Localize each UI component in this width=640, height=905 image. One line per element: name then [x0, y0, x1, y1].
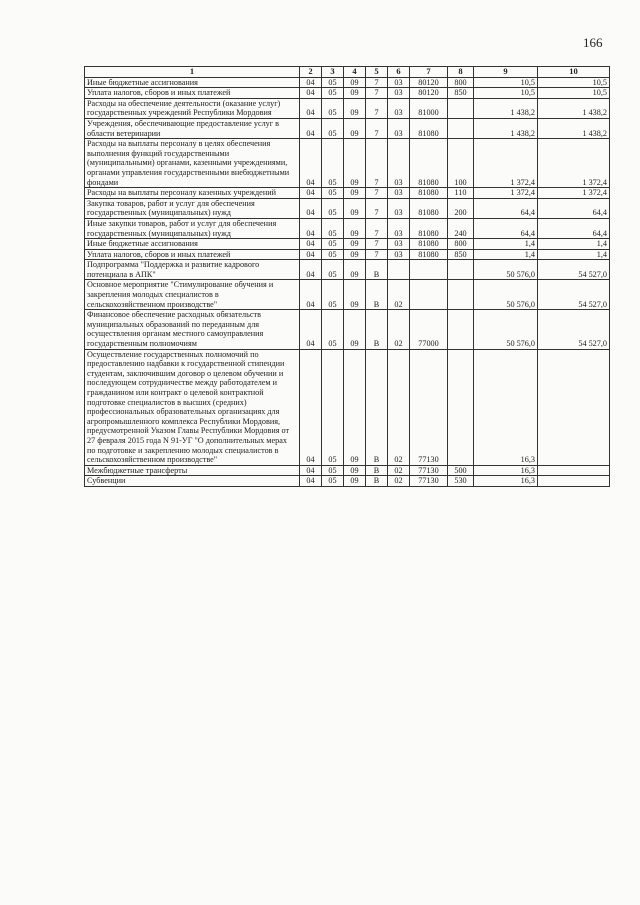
table-cell: 77000 — [410, 310, 448, 349]
table-cell: 02 — [388, 465, 410, 476]
table-cell: 800 — [448, 77, 474, 88]
table-cell: 03 — [388, 77, 410, 88]
table-cell: 05 — [322, 118, 344, 138]
row-name-cell: Закупка товаров, работ и услуг для обеспечения государственных (муниципальных) нужд — [85, 198, 300, 218]
table-cell — [410, 260, 448, 280]
table-cell: 10,5 — [538, 88, 610, 99]
table-cell: 500 — [448, 465, 474, 476]
table-row — [85, 77, 610, 88]
table-cell — [538, 465, 610, 476]
table-cell: 77130 — [410, 476, 448, 487]
column-header: 2 — [300, 67, 322, 78]
table-cell: 77130 — [410, 465, 448, 476]
table-cell: 04 — [300, 77, 322, 88]
table-cell: 80120 — [410, 88, 448, 99]
table-cell: 03 — [388, 88, 410, 99]
table-cell: 7 — [366, 98, 388, 118]
table-cell: 03 — [388, 218, 410, 238]
table-cell: 64,4 — [538, 198, 610, 218]
table-cell: В — [366, 349, 388, 465]
row-name-cell: Иные бюджетные ассигнования — [85, 239, 300, 250]
table-row — [85, 239, 610, 250]
table-cell: 02 — [388, 280, 410, 310]
table-cell: 7 — [366, 198, 388, 218]
table-row — [85, 98, 610, 118]
table-cell: 10,5 — [474, 88, 538, 99]
table-row — [85, 88, 610, 99]
table-row — [85, 218, 610, 238]
row-name-cell: Иные бюджетные ассигнования — [85, 77, 300, 88]
column-header: 3 — [322, 67, 344, 78]
row-name-cell: Уплата налогов, сборов и иных платежей — [85, 88, 300, 99]
table-cell: 04 — [300, 465, 322, 476]
table-row — [85, 476, 610, 487]
table-cell: 16,3 — [474, 465, 538, 476]
table-cell: 04 — [300, 260, 322, 280]
table-cell: 02 — [388, 349, 410, 465]
table-row — [85, 280, 610, 310]
table-cell: 1,4 — [538, 239, 610, 250]
table-cell: 09 — [344, 310, 366, 349]
table-cell: 1 438,2 — [538, 98, 610, 118]
table-cell: 50 576,0 — [474, 310, 538, 349]
row-name-cell: Финансовое обеспечение расходных обязательств муниципальных образований по переданным для осуществления органам местного самоуправления государственным полномочиям — [85, 310, 300, 349]
table-row — [85, 118, 610, 138]
table-cell: 7 — [366, 88, 388, 99]
page-number: 166 — [583, 35, 603, 50]
table-cell: 09 — [344, 118, 366, 138]
table-cell: 81000 — [410, 98, 448, 118]
table-cell: 04 — [300, 139, 322, 188]
table-cell: В — [366, 465, 388, 476]
table-cell: 05 — [322, 98, 344, 118]
table-cell: 1 372,4 — [538, 139, 610, 188]
table-cell: 1 372,4 — [474, 139, 538, 188]
table-cell: 09 — [344, 349, 366, 465]
table-cell — [448, 349, 474, 465]
table-cell — [410, 280, 448, 310]
row-name-cell: Межбюджетные трансферты — [85, 465, 300, 476]
table-cell: 1 438,2 — [474, 118, 538, 138]
table-cell: 64,4 — [474, 198, 538, 218]
table-cell: 09 — [344, 476, 366, 487]
table-cell: 04 — [300, 98, 322, 118]
table-cell: 03 — [388, 98, 410, 118]
table-cell — [448, 280, 474, 310]
table-cell: 81080 — [410, 218, 448, 238]
column-header: 10 — [538, 67, 610, 78]
table-cell: 02 — [388, 476, 410, 487]
table-cell: 1 372,4 — [474, 188, 538, 199]
table-cell: 7 — [366, 139, 388, 188]
table-cell: 04 — [300, 198, 322, 218]
table-cell: 09 — [344, 249, 366, 260]
table-cell: 110 — [448, 188, 474, 199]
table-cell: 64,4 — [538, 218, 610, 238]
table-cell: 81080 — [410, 118, 448, 138]
table-row — [85, 349, 610, 465]
table-cell: 03 — [388, 249, 410, 260]
table-row — [85, 310, 610, 349]
row-name-cell: Учреждения, обеспечивающие предоставление услуг в области ветеринарии — [85, 118, 300, 138]
table-cell: 05 — [322, 239, 344, 250]
table-cell: 05 — [322, 249, 344, 260]
table-cell: 04 — [300, 476, 322, 487]
table-cell: 1,4 — [538, 249, 610, 260]
table-cell: 81080 — [410, 139, 448, 188]
table-cell: 03 — [388, 139, 410, 188]
table-cell: 54 527,0 — [538, 260, 610, 280]
table-cell: 850 — [448, 88, 474, 99]
table-cell: 1 372,4 — [538, 188, 610, 199]
table-cell: 09 — [344, 260, 366, 280]
table-cell: 05 — [322, 465, 344, 476]
table-cell: 09 — [344, 239, 366, 250]
row-name-cell: Расходы на выплаты персоналу в целях обеспечения выполнения функций государственными (муниципальными) органами, казенными учреждениями, органами управления государственными внебюджетными фондами — [85, 139, 300, 188]
table-cell: 1 438,2 — [474, 98, 538, 118]
table-cell: 04 — [300, 239, 322, 250]
table-cell: 7 — [366, 77, 388, 88]
table-cell: 81080 — [410, 249, 448, 260]
table-cell: 1,4 — [474, 239, 538, 250]
table-body — [85, 77, 610, 486]
table-row — [85, 249, 610, 260]
table-cell: 09 — [344, 198, 366, 218]
table-cell — [448, 118, 474, 138]
table-cell: 03 — [388, 188, 410, 199]
table-cell: 240 — [448, 218, 474, 238]
table-cell: 09 — [344, 280, 366, 310]
table-cell: 7 — [366, 239, 388, 250]
header-row — [85, 67, 610, 78]
table-cell: 16,3 — [474, 476, 538, 487]
table-cell: 50 576,0 — [474, 260, 538, 280]
table-cell: 03 — [388, 239, 410, 250]
table-cell: 04 — [300, 349, 322, 465]
table-cell: 05 — [322, 198, 344, 218]
row-name-cell: Субвенции — [85, 476, 300, 487]
table-cell: 7 — [366, 249, 388, 260]
table-cell: 05 — [322, 476, 344, 487]
table-cell: 80120 — [410, 77, 448, 88]
table-cell: 7 — [366, 218, 388, 238]
table-cell — [448, 260, 474, 280]
table-cell: В — [366, 260, 388, 280]
table-cell: 81080 — [410, 198, 448, 218]
column-header: 1 — [85, 67, 300, 78]
column-header: 5 — [366, 67, 388, 78]
table-cell: 81080 — [410, 239, 448, 250]
row-name-cell: Уплата налогов, сборов и иных платежей — [85, 249, 300, 260]
table-cell: 09 — [344, 77, 366, 88]
row-name-cell: Основное мероприятие "Стимулирование обучения и закрепления молодых специалистов в сельскохозяйственном производстве" — [85, 280, 300, 310]
table-row — [85, 139, 610, 188]
table-row — [85, 260, 610, 280]
table-cell: В — [366, 310, 388, 349]
table-cell: 03 — [388, 198, 410, 218]
table-cell: 7 — [366, 188, 388, 199]
column-header: 9 — [474, 67, 538, 78]
table-cell: 05 — [322, 310, 344, 349]
table-cell: 09 — [344, 465, 366, 476]
budget-table — [84, 66, 610, 487]
table-cell: 09 — [344, 139, 366, 188]
table-cell: 03 — [388, 118, 410, 138]
table-cell: 05 — [322, 280, 344, 310]
column-header: 8 — [448, 67, 474, 78]
table-cell: 54 527,0 — [538, 310, 610, 349]
table-cell: 10,5 — [538, 77, 610, 88]
table-cell — [448, 98, 474, 118]
table-cell: В — [366, 280, 388, 310]
column-header: 4 — [344, 67, 366, 78]
table-cell: 05 — [322, 77, 344, 88]
table-cell: 1 438,2 — [538, 118, 610, 138]
table-cell: 1,4 — [474, 249, 538, 260]
table-cell: 05 — [322, 139, 344, 188]
table-cell — [538, 476, 610, 487]
column-header: 6 — [388, 67, 410, 78]
row-name-cell: Расходы на выплаты персоналу казенных учреждений — [85, 188, 300, 199]
table-cell: 04 — [300, 118, 322, 138]
table-cell: 09 — [344, 218, 366, 238]
table-cell: 04 — [300, 310, 322, 349]
row-name-cell: Расходы на обеспечение деятельности (оказание услуг) государственных учреждений Республики Мордовия — [85, 98, 300, 118]
table-cell: 850 — [448, 249, 474, 260]
table-cell: 200 — [448, 198, 474, 218]
table-cell: 05 — [322, 260, 344, 280]
column-header: 7 — [410, 67, 448, 78]
table-cell: 09 — [344, 188, 366, 199]
table-cell — [538, 349, 610, 465]
table-cell: 04 — [300, 218, 322, 238]
table-cell: 04 — [300, 280, 322, 310]
table-cell — [388, 260, 410, 280]
table-cell: 09 — [344, 98, 366, 118]
table-cell: В — [366, 476, 388, 487]
row-name-cell: Иные закупки товаров, работ и услуг для обеспечения государственных (муниципальных) нужд — [85, 218, 300, 238]
row-name-cell: Осуществление государственных полномочий по предоставлению надбавки к государственной стипендии студентам, заключившим договор о целевом обучении и последующем сотрудничестве между работодателем и гражданином или контракт о целевой контрактной подготовке специалистов в высших (средних) профессиональных образовательных организациях для агропромышленного комплекса Республики Мордовия, предусмотренной Указом Главы Республики Мордовия от 27 февраля 2015 года N 91-УГ "О дополнительных мерах по подготовке и закреплению молодых специалистов в сельскохозяйственном производстве" — [85, 349, 300, 465]
table-cell: 04 — [300, 88, 322, 99]
table-cell: 100 — [448, 139, 474, 188]
table-cell: 05 — [322, 88, 344, 99]
table-row — [85, 198, 610, 218]
table-row — [85, 465, 610, 476]
table-cell: 16,3 — [474, 349, 538, 465]
table-cell: 05 — [322, 188, 344, 199]
table-cell: 54 527,0 — [538, 280, 610, 310]
table-cell: 04 — [300, 249, 322, 260]
table-cell: 77130 — [410, 349, 448, 465]
table-cell: 7 — [366, 118, 388, 138]
row-name-cell: Подпрограмма "Поддержка и развитие кадрового потенциала в АПК" — [85, 260, 300, 280]
table-cell: 50 576,0 — [474, 280, 538, 310]
table-row — [85, 188, 610, 199]
table-cell — [448, 310, 474, 349]
table-cell: 09 — [344, 88, 366, 99]
table-cell: 10,5 — [474, 77, 538, 88]
table-cell: 530 — [448, 476, 474, 487]
table-cell: 05 — [322, 218, 344, 238]
table-cell: 04 — [300, 188, 322, 199]
table-cell: 64,4 — [474, 218, 538, 238]
table-cell: 800 — [448, 239, 474, 250]
table-cell: 02 — [388, 310, 410, 349]
table-cell: 05 — [322, 349, 344, 465]
table-cell: 81080 — [410, 188, 448, 199]
